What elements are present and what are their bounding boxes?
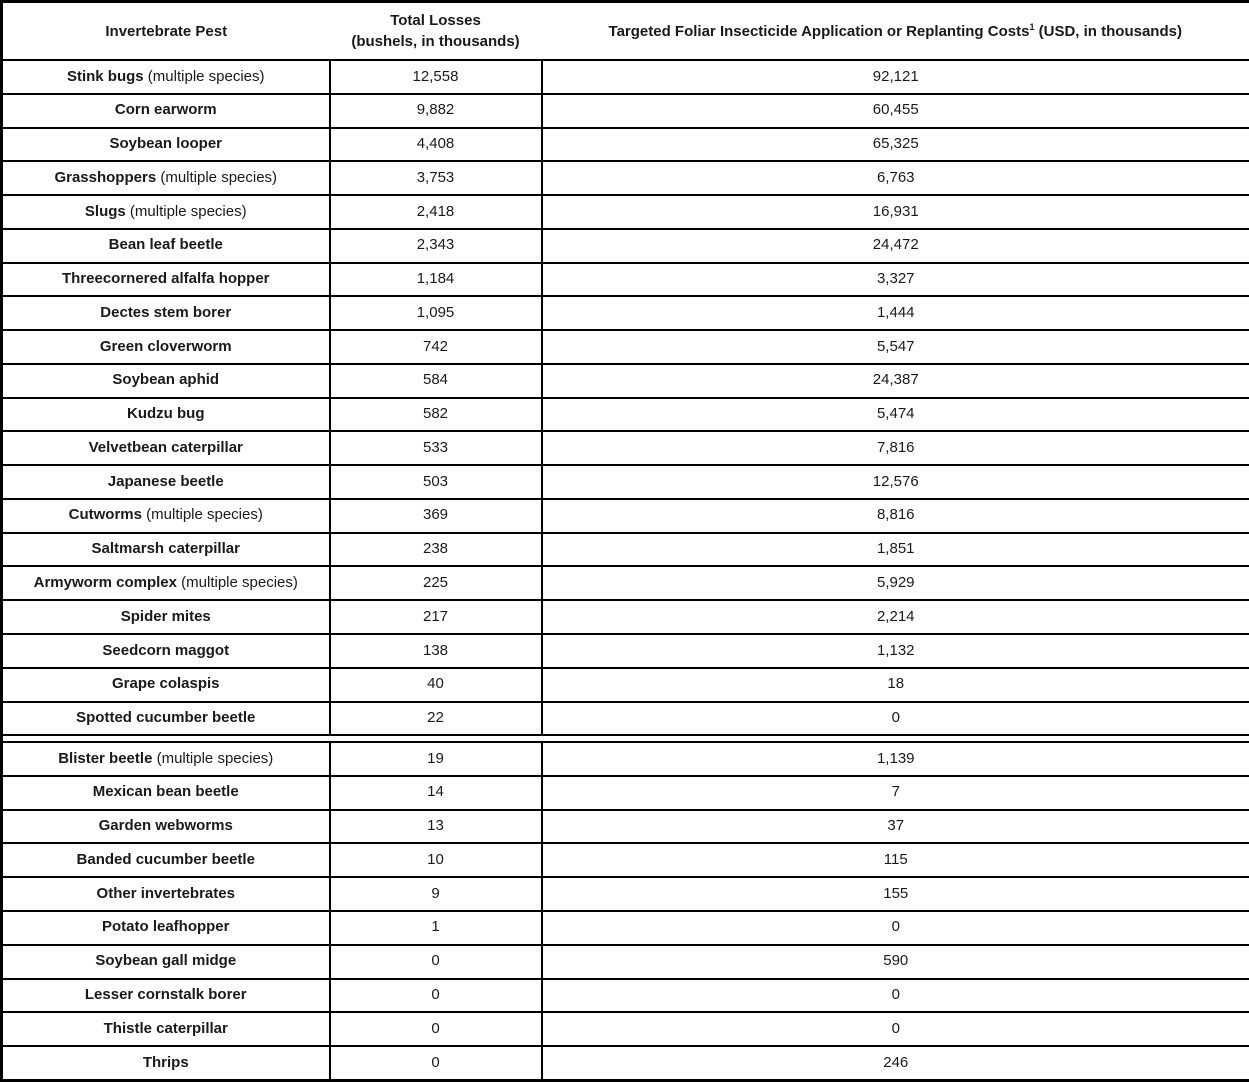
pest-cell [2, 945, 330, 979]
pest-cell [2, 979, 330, 1013]
costs-cell: 92,121 [542, 60, 1249, 94]
costs-cell: 0 [542, 1012, 1249, 1046]
losses-cell: 14 [330, 776, 542, 810]
header-costs-column [542, 2, 1249, 61]
table-row [2, 330, 1249, 364]
losses-cell: 503 [330, 465, 542, 499]
header-pest-column [2, 2, 330, 61]
pest-name: Grape colaspis [111, 675, 220, 693]
costs-cell: 155 [542, 877, 1249, 911]
table-row [2, 296, 1249, 330]
pest-cell [2, 634, 330, 668]
losses-cell: 0 [330, 1012, 542, 1046]
pest-name: Japanese beetle [107, 472, 224, 490]
losses-cell: 4,408 [330, 128, 542, 162]
table-row [2, 668, 1249, 702]
table-row [2, 229, 1249, 263]
costs-cell: 65,325 [542, 128, 1249, 162]
pest-name: Threecornered alfalfa hopper [61, 270, 270, 288]
costs-cell: 1,132 [542, 634, 1249, 668]
pest-cell [2, 668, 330, 702]
costs-cell: 12,576 [542, 465, 1249, 499]
costs-cell: 7,816 [542, 431, 1249, 465]
table-row [2, 566, 1249, 600]
losses-cell: 9 [330, 877, 542, 911]
header-costs-label: Targeted Foliar Insecticide Application or Replanting Costs [608, 22, 1030, 40]
table-row [2, 195, 1249, 229]
header-losses-line1: Total Losses [390, 12, 481, 29]
losses-cell: 0 [330, 1046, 542, 1080]
pest-cell [2, 1012, 330, 1046]
pest-name: Thrips [142, 1053, 189, 1071]
table-header [2, 2, 1249, 61]
header-row [2, 2, 1249, 61]
table-row [2, 60, 1249, 94]
losses-cell: 2,343 [330, 229, 542, 263]
pest-cell [2, 742, 330, 776]
pest-cell [2, 499, 330, 533]
pest-name: Cutworms [68, 506, 142, 524]
costs-cell: 246 [542, 1046, 1249, 1080]
table-body-main-section [2, 60, 1249, 735]
losses-cell: 533 [330, 431, 542, 465]
pest-cell [2, 810, 330, 844]
pest-cell [2, 296, 330, 330]
costs-cell: 7 [542, 776, 1249, 810]
pest-name: Slugs [84, 202, 126, 220]
table-row [2, 1046, 1249, 1080]
table-row [2, 600, 1249, 634]
pest-name: Banded cucumber beetle [76, 850, 255, 868]
costs-cell: 37 [542, 810, 1249, 844]
pest-name: Velvetbean caterpillar [88, 438, 243, 456]
pest-cell [2, 877, 330, 911]
footnote-marker: 1 [1029, 21, 1035, 32]
header-costs-unit: (USD, in thousands) [1034, 22, 1182, 40]
pest-qualifier: (multiple species) [125, 202, 247, 220]
pest-name: Saltmarsh caterpillar [91, 540, 240, 558]
table-body-secondary-section [2, 742, 1249, 1080]
table-row [2, 128, 1249, 162]
table-row [2, 431, 1249, 465]
costs-cell: 115 [542, 843, 1249, 877]
pest-name: Lesser cornstalk borer [84, 986, 247, 1003]
pest-name: Thistle caterpillar [103, 1019, 228, 1037]
costs-cell: 16,931 [542, 195, 1249, 229]
table-row [2, 161, 1249, 195]
costs-cell: 8,816 [542, 499, 1249, 533]
pest-name: Blister beetle [58, 749, 153, 767]
costs-cell: 1,444 [542, 296, 1249, 330]
costs-cell: 0 [542, 979, 1249, 1013]
table-row [2, 1012, 1249, 1046]
pest-cell [2, 911, 330, 945]
losses-cell: 138 [330, 634, 542, 668]
pest-qualifier: (multiple species) [156, 168, 278, 186]
costs-cell: 18 [542, 668, 1249, 702]
pest-name: Garden webworms [98, 817, 233, 835]
table-row [2, 843, 1249, 877]
table-row [2, 533, 1249, 567]
costs-cell: 3,327 [542, 263, 1249, 297]
pest-cell [2, 533, 330, 567]
header-losses-column [330, 2, 542, 61]
pest-qualifier: (multiple species) [177, 573, 298, 591]
losses-cell: 22 [330, 702, 542, 736]
losses-cell: 742 [330, 330, 542, 364]
losses-cell: 584 [330, 364, 542, 398]
losses-cell: 1,184 [330, 263, 542, 297]
losses-cell: 582 [330, 398, 542, 432]
table-row [2, 877, 1249, 911]
table-row [2, 465, 1249, 499]
pest-name: Soybean gall midge [95, 952, 237, 970]
costs-cell: 2,214 [542, 600, 1249, 634]
table-row [2, 499, 1249, 533]
table-row [2, 263, 1249, 297]
pest-cell [2, 195, 330, 229]
pest-cell [2, 128, 330, 162]
pest-name: Green cloverworm [99, 337, 232, 355]
pest-cell [2, 161, 330, 195]
losses-cell: 10 [330, 843, 542, 877]
pest-cell [2, 431, 330, 465]
table-row [2, 810, 1249, 844]
losses-cell: 40 [330, 668, 542, 702]
losses-cell: 9,882 [330, 94, 542, 128]
costs-cell: 590 [542, 945, 1249, 979]
pest-name: Armyworm complex [33, 573, 177, 591]
losses-cell: 3,753 [330, 161, 542, 195]
losses-cell: 1 [330, 911, 542, 945]
pest-name: Other invertebrates [96, 884, 235, 902]
pest-name: Corn earworm [114, 101, 217, 119]
pest-qualifier: (multiple species) [143, 67, 265, 85]
pest-cell [2, 94, 330, 128]
pest-cell [2, 566, 330, 600]
losses-cell: 1,095 [330, 296, 542, 330]
costs-cell: 60,455 [542, 94, 1249, 128]
pest-name: Soybean aphid [112, 371, 220, 389]
pest-cell [2, 263, 330, 297]
losses-cell: 2,418 [330, 195, 542, 229]
pest-name: Mexican bean beetle [92, 783, 239, 801]
costs-cell: 5,929 [542, 566, 1249, 600]
pest-cell [2, 398, 330, 432]
pest-cell [2, 364, 330, 398]
pest-name: Spider mites [120, 607, 211, 625]
pest-cell [2, 465, 330, 499]
costs-cell: 24,387 [542, 364, 1249, 398]
table-row [2, 911, 1249, 945]
losses-cell: 12,558 [330, 60, 542, 94]
table-row [2, 702, 1249, 736]
losses-cell: 0 [330, 945, 542, 979]
table-row [2, 94, 1249, 128]
pest-cell [2, 776, 330, 810]
losses-cell: 19 [330, 742, 542, 776]
pest-name: Dectes stem borer [100, 303, 232, 321]
losses-cell: 225 [330, 566, 542, 600]
pest-name: Bean leaf beetle [108, 236, 223, 254]
pest-cell [2, 843, 330, 877]
pest-cell [2, 702, 330, 736]
costs-cell: 1,139 [542, 742, 1249, 776]
costs-cell: 0 [542, 911, 1249, 945]
pest-cell [2, 600, 330, 634]
table-row [2, 398, 1249, 432]
costs-cell: 1,851 [542, 533, 1249, 567]
costs-cell: 5,547 [542, 330, 1249, 364]
pest-name: Potato leafhopper [101, 918, 230, 936]
pest-qualifier: (multiple species) [152, 749, 274, 767]
pest-cell [2, 60, 330, 94]
header-losses-line2: (bushels, in thousands) [351, 33, 520, 50]
costs-cell: 24,472 [542, 229, 1249, 263]
pest-qualifier: (multiple species) [141, 506, 263, 524]
pest-name: Grasshoppers [54, 168, 157, 186]
costs-cell: 6,763 [542, 161, 1249, 195]
pest-cell [2, 229, 330, 263]
pest-name: Spotted cucumber beetle [76, 709, 256, 727]
pest-name: Kudzu bug [127, 405, 205, 423]
section-break-row [2, 735, 1249, 742]
table-row [2, 979, 1249, 1013]
table-row [2, 634, 1249, 668]
table-row [2, 364, 1249, 398]
pest-cell [2, 330, 330, 364]
losses-cell: 0 [330, 979, 542, 1013]
table-row [2, 742, 1249, 776]
table-row [2, 945, 1249, 979]
section-break-gap [2, 735, 1249, 742]
costs-cell: 5,474 [542, 398, 1249, 432]
section-break [2, 735, 1249, 742]
pest-cell [2, 1046, 330, 1080]
pest-name: Seedcorn maggot [102, 641, 230, 659]
costs-cell: 0 [542, 702, 1249, 736]
pest-name: Stink bugs [66, 67, 144, 85]
losses-cell: 217 [330, 600, 542, 634]
losses-cell: 369 [330, 499, 542, 533]
losses-cell: 13 [330, 810, 542, 844]
header-pest-label: Invertebrate Pest [105, 22, 228, 40]
table-row [2, 776, 1249, 810]
losses-cell: 238 [330, 533, 542, 567]
pest-name: Soybean looper [109, 135, 223, 153]
